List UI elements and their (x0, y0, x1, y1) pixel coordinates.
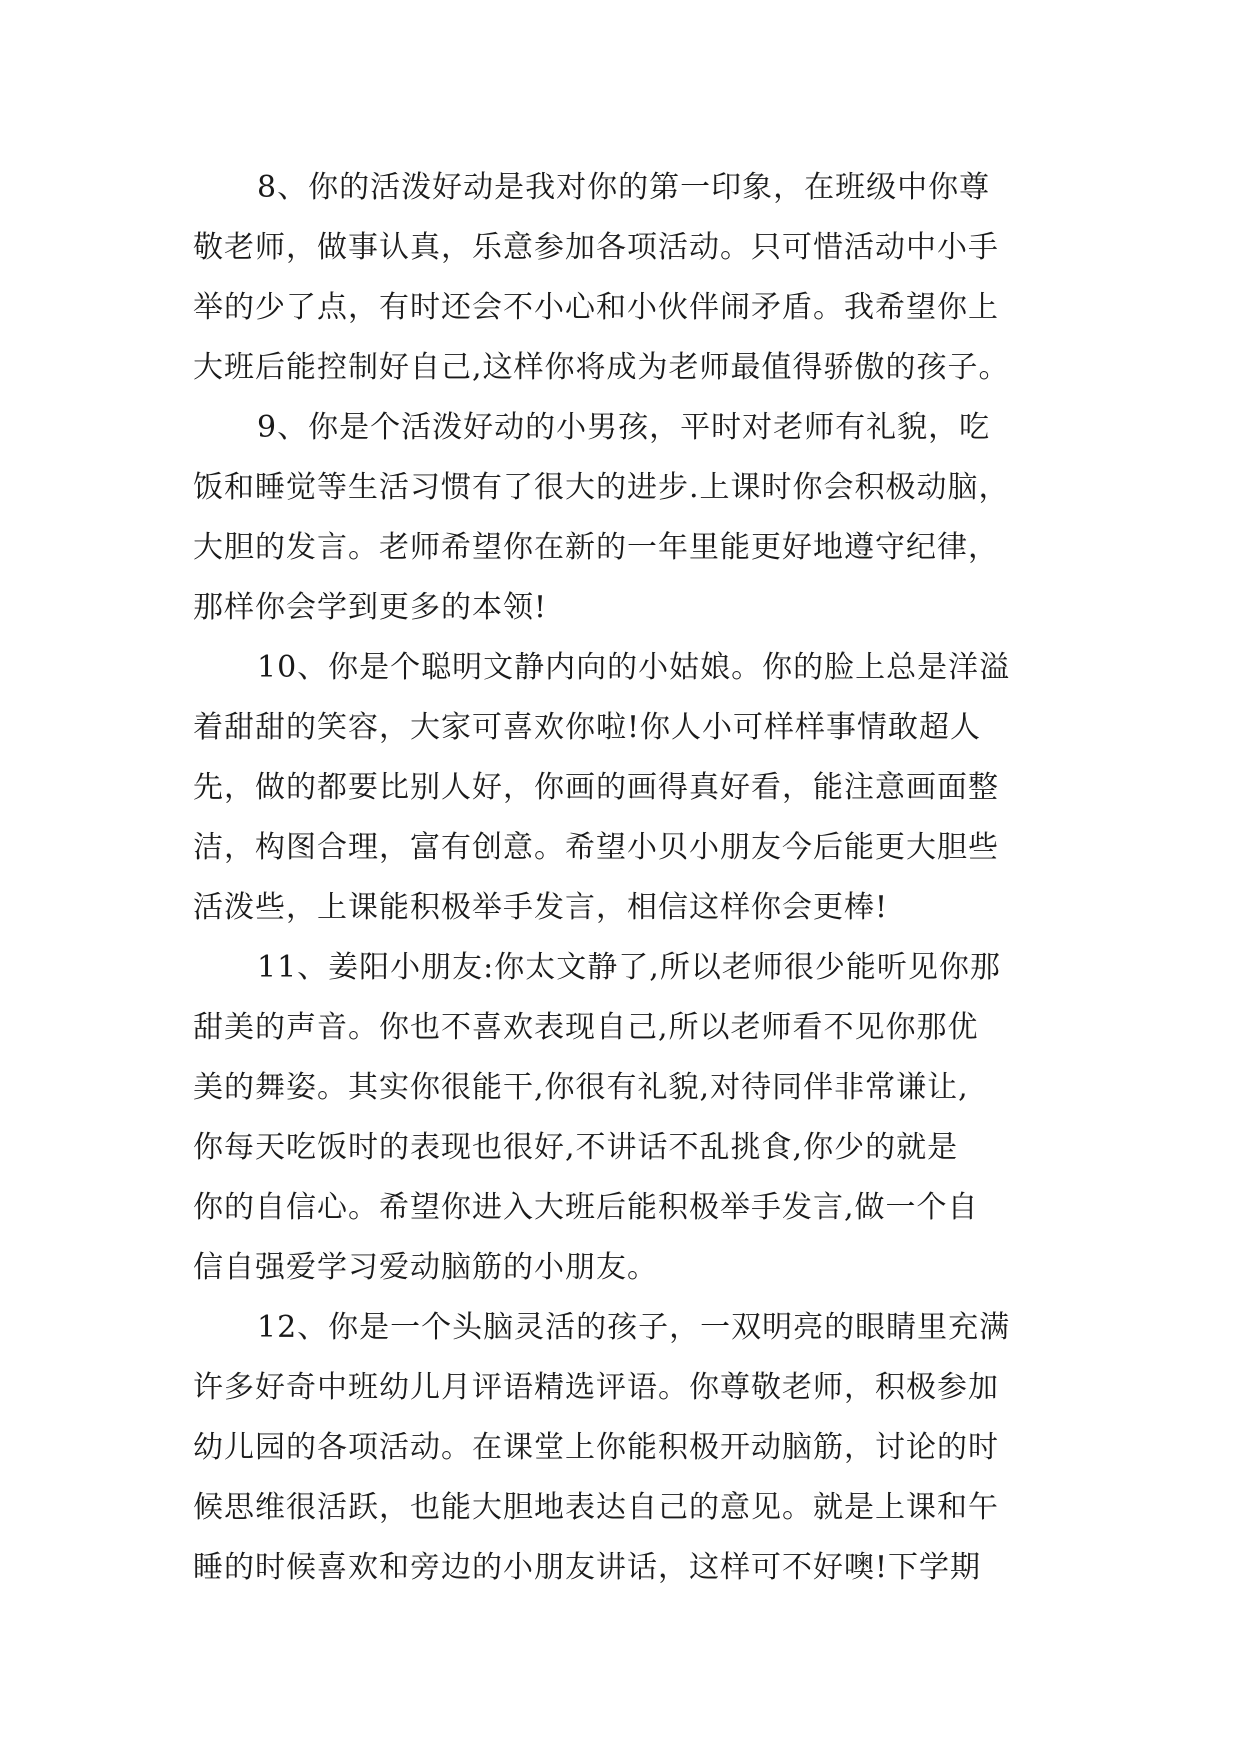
paragraph-line: 洁，构图合理，富有创意。希望小贝小朋友今后能更大胆些 (193, 830, 999, 865)
paragraph-line: 睡的时候喜欢和旁边的小朋友讲话，这样可不好噢!下学期 (193, 1550, 982, 1585)
paragraph-line: 10、你是个聪明文静内向的小姑娘。你的脸上总是洋溢 (257, 650, 1011, 685)
paragraph-line: 你每天吃饭时的表现也很好,不讲话不乱挑食,你少的就是 (193, 1130, 959, 1165)
paragraph-line: 敬老师，做事认真，乐意参加各项活动。只可惜活动中小手 (193, 230, 999, 265)
paragraph-line: 举的少了点，有时还会不小心和小伙伴闹矛盾。我希望你上 (193, 290, 999, 325)
document-body (193, 158, 1055, 1598)
paragraph-line: 饭和睡觉等生活习惯有了很大的进步.上课时你会积极动脑， (193, 470, 1010, 505)
comment-paragraph (193, 1298, 1055, 1598)
paragraph-line: 11、姜阳小朋友:你太文静了,所以老师很少能听见你那 (257, 950, 1001, 985)
paragraph-line: 8、你的活泼好动是我对你的第一印象，在班级中你尊 (257, 170, 991, 205)
paragraph-line: 候思维很活跃，也能大胆地表达自己的意见。就是上课和午 (193, 1490, 999, 1525)
paragraph-line: 先，做的都要比别人好，你画的画得真好看，能注意画面整 (193, 770, 999, 805)
paragraph-line: 甜美的声音。你也不喜欢表现自己,所以老师看不见你那优 (193, 1010, 979, 1045)
paragraph-line: 美的舞姿。其实你很能干,你很有礼貌,对待同伴非常谦让, (193, 1070, 969, 1105)
paragraph-line: 活泼些，上课能积极举手发言，相信这样你会更棒! (193, 890, 889, 925)
paragraph-line: 大班后能控制好自己,这样你将成为老师最值得骄傲的孩子。 (193, 350, 1010, 385)
paragraph-line: 信自强爱学习爱动脑筋的小朋友。 (193, 1250, 658, 1285)
paragraph-line: 着甜甜的笑容，大家可喜欢你啦!你人小可样样事情敢超人 (193, 710, 982, 745)
paragraph-line: 你的自信心。希望你进入大班后能积极举手发言,做一个自 (193, 1190, 979, 1225)
comment-paragraph (193, 638, 1055, 938)
comment-paragraph (193, 938, 1055, 1298)
paragraph-line: 那样你会学到更多的本领! (193, 590, 548, 625)
comment-paragraph (193, 398, 1055, 638)
paragraph-line: 幼儿园的各项活动。在课堂上你能积极开动脑筋，讨论的时 (193, 1430, 999, 1465)
paragraph-line: 12、你是一个头脑灵活的孩子，一双明亮的眼睛里充满 (257, 1310, 1011, 1345)
paragraph-line: 许多好奇中班幼儿月评语精选评语。你尊敬老师，积极参加 (193, 1370, 999, 1405)
comment-paragraph (193, 158, 1055, 398)
paragraph-line: 9、你是个活泼好动的小男孩，平时对老师有礼貌，吃 (257, 410, 991, 445)
paragraph-line: 大胆的发言。老师希望你在新的一年里能更好地遵守纪律， (193, 530, 999, 565)
